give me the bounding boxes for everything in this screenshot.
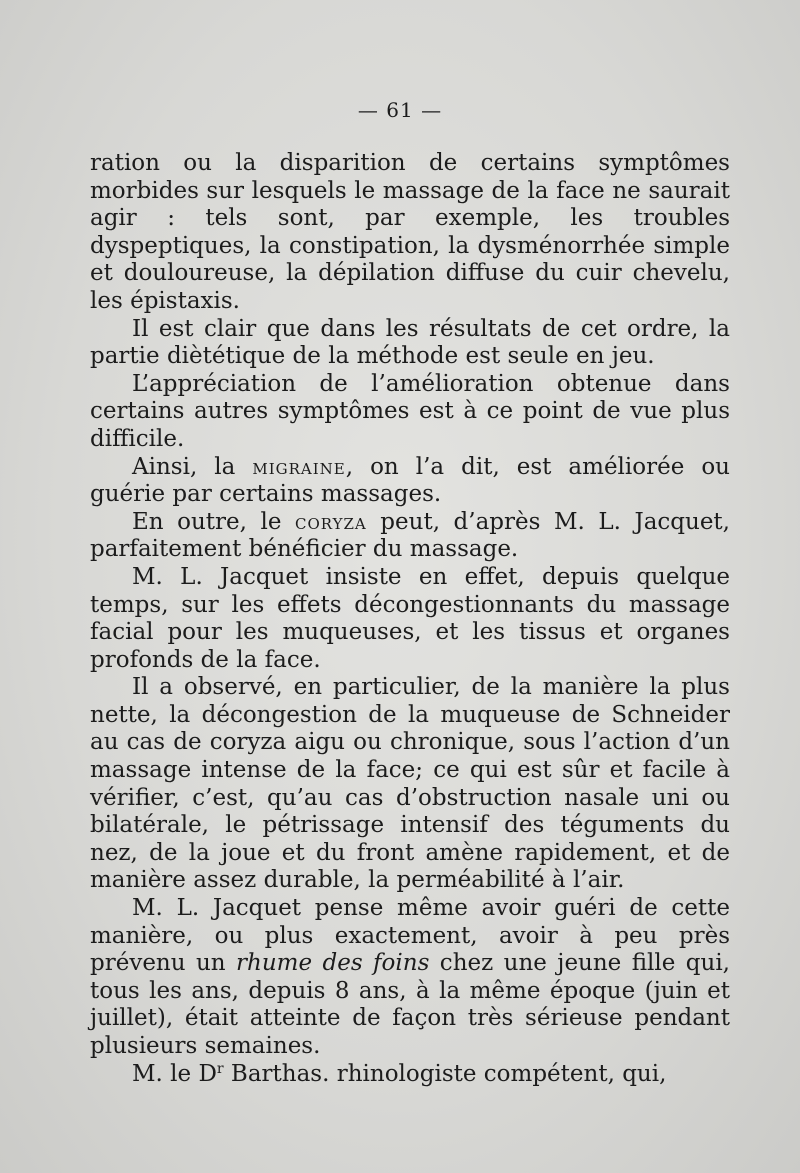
paragraph-coryza [90,509,730,564]
text-run: M. le D [132,1060,217,1087]
body-text [90,150,730,1088]
text-run: , on l’a dit, est améliorée ou guérie par certains massages. [90,453,730,508]
text-run: En outre, le [132,508,295,535]
text-run: Barthas. rhinologiste compétent, qui, [223,1060,667,1087]
paragraph-hay-fever [90,895,730,1061]
text-run: peut, d’après M. L. Jacquet, parfaitement bénéficier du massage. [90,508,730,563]
text-run: M. L. Jacquet pense même avoir guéri de cette manière, ou plus exactement, avoir à peu près prévenu un [90,895,730,977]
paragraph-barthas [90,1061,730,1089]
text-run: chez une jeune fille qui, tous les ans, depuis 8 ans, à la même époque (juin et juillet), était atteinte de façon très sérieuse pendant plusieurs semaines. [90,950,730,1059]
paragraph-dietetic: Il est clair que dans les résultats de cet ordre, la partie diètétique de la méthode est seule en jeu. [90,315,730,370]
term-migraine: migraine [252,454,346,479]
text-run: Ainsi, la [132,453,253,480]
italic-term: rhume des foins [236,950,430,977]
paragraph-migraine [90,454,730,509]
paragraph-observation: Il a observé, en particulier, de la manière la plus nette, la décongestion de la muqueuse de Schneider au cas de coryza aigu ou chronique, sous l’action d’un massage intense de la face; ce qui est sûr et facile à vérifier, c’est, qu’au cas d’obstruction nasale uni ou bilatérale, le pétrissage intensif des téguments du nez, de la joue et du front amène rapidement, et de manière assez durable, la perméabilité à l’air. [90,674,730,894]
term-coryza: coryza [295,509,367,534]
paragraph-appreciation: L’appréciation de l’amélioration obtenue dans certains autres symptômes est à ce point de vue plus difficile. [90,370,730,452]
paragraph-decongestion: M. L. Jacquet insiste en effet, depuis quelque temps, sur les effets décongestionnants du massage facial pour les muqueuses, et les tissus et organes profonds de la face. [90,563,730,673]
paragraph-continued: ration ou la disparition de certains symptômes morbides sur lesquels le massage de la face ne saurait agir : tels sont, par exemple, les troubles dyspeptiques, la constipation, la dysménorrhée simple et douloureuse, la dépilation diffuse du cuir chevelu, les épistaxis. [90,150,730,314]
page-number: — 61 — [357,98,443,122]
superscript: r [216,1060,224,1077]
